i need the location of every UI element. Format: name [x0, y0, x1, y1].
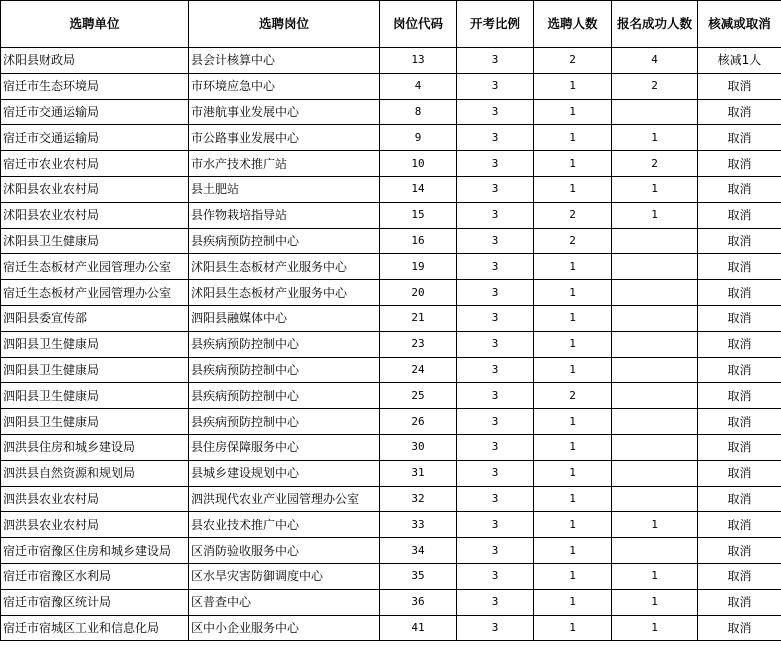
table-row	[1, 589, 781, 615]
header-action: 核减或取消	[698, 1, 781, 48]
cell-applicants	[612, 409, 698, 435]
cell-ratio: 3	[457, 563, 534, 589]
cell-applicants: 1	[612, 512, 698, 538]
cell-position: 县城乡建设规划中心	[189, 460, 380, 486]
cell-code: 4	[380, 73, 457, 99]
cell-ratio: 3	[457, 615, 534, 641]
cell-ratio: 3	[457, 228, 534, 254]
cell-ratio: 3	[457, 409, 534, 435]
cell-applicants: 1	[612, 176, 698, 202]
cell-hires: 1	[534, 486, 612, 512]
header-unit: 选聘单位	[1, 1, 189, 48]
cell-unit: 泗阳县卫生健康局	[1, 383, 189, 409]
cell-unit: 宿迁市宿豫区住房和城乡建设局	[1, 538, 189, 564]
table-row	[1, 434, 781, 460]
cell-hires: 1	[534, 99, 612, 125]
header-ratio: 开考比例	[457, 1, 534, 48]
cell-hires: 1	[534, 305, 612, 331]
cell-applicants	[612, 280, 698, 306]
cell-hires: 2	[534, 48, 612, 74]
cell-ratio: 3	[457, 486, 534, 512]
cell-unit: 沭阳县农业农村局	[1, 176, 189, 202]
cell-applicants	[612, 254, 698, 280]
cell-action: 取消	[698, 409, 781, 435]
cell-action: 取消	[698, 151, 781, 177]
cell-action: 取消	[698, 73, 781, 99]
table-row	[1, 383, 781, 409]
cell-applicants	[612, 99, 698, 125]
cell-ratio: 3	[457, 176, 534, 202]
table-row	[1, 280, 781, 306]
cell-applicants: 1	[612, 202, 698, 228]
table-row	[1, 512, 781, 538]
cell-action: 取消	[698, 357, 781, 383]
cell-applicants	[612, 357, 698, 383]
cell-code: 32	[380, 486, 457, 512]
table-row	[1, 151, 781, 177]
cell-position: 市公路事业发展中心	[189, 125, 380, 151]
cell-hires: 1	[534, 409, 612, 435]
cell-position: 区水旱灾害防御调度中心	[189, 563, 380, 589]
cell-ratio: 3	[457, 512, 534, 538]
cell-position: 市环境应急中心	[189, 73, 380, 99]
table-row	[1, 538, 781, 564]
cell-code: 16	[380, 228, 457, 254]
cell-action: 取消	[698, 589, 781, 615]
cell-unit: 泗阳县卫生健康局	[1, 331, 189, 357]
table-row	[1, 254, 781, 280]
cell-hires: 2	[534, 202, 612, 228]
cell-position: 市港航事业发展中心	[189, 99, 380, 125]
cell-hires: 2	[534, 383, 612, 409]
cell-ratio: 3	[457, 99, 534, 125]
cell-position: 县作物栽培指导站	[189, 202, 380, 228]
cell-action: 取消	[698, 512, 781, 538]
cell-code: 36	[380, 589, 457, 615]
table-row	[1, 125, 781, 151]
cell-unit: 宿迁市农业农村局	[1, 151, 189, 177]
table-row	[1, 460, 781, 486]
table-row	[1, 48, 781, 74]
cell-ratio: 3	[457, 125, 534, 151]
cell-applicants: 1	[612, 589, 698, 615]
cell-position: 县疾病预防控制中心	[189, 409, 380, 435]
cell-code: 15	[380, 202, 457, 228]
cell-action: 取消	[698, 99, 781, 125]
cell-position: 县疾病预防控制中心	[189, 383, 380, 409]
cell-hires: 1	[534, 434, 612, 460]
cell-ratio: 3	[457, 48, 534, 74]
cell-applicants: 1	[612, 125, 698, 151]
cell-ratio: 3	[457, 73, 534, 99]
cell-position: 县农业技术推广中心	[189, 512, 380, 538]
cell-code: 35	[380, 563, 457, 589]
cell-code: 31	[380, 460, 457, 486]
cell-position: 区中小企业服务中心	[189, 615, 380, 641]
cell-unit: 泗洪县农业农村局	[1, 486, 189, 512]
cell-unit: 泗阳县卫生健康局	[1, 357, 189, 383]
cell-unit: 宿迁生态板材产业园管理办公室	[1, 280, 189, 306]
cell-code: 21	[380, 305, 457, 331]
cell-hires: 1	[534, 563, 612, 589]
cell-action: 取消	[698, 434, 781, 460]
cell-action: 取消	[698, 202, 781, 228]
cell-unit: 宿迁市宿豫区水利局	[1, 563, 189, 589]
cell-hires: 1	[534, 331, 612, 357]
cell-hires: 1	[534, 176, 612, 202]
cell-code: 33	[380, 512, 457, 538]
cell-unit: 泗洪县自然资源和规划局	[1, 460, 189, 486]
cell-position: 泗洪现代农业产业园管理办公室	[189, 486, 380, 512]
cell-unit: 泗阳县委宣传部	[1, 305, 189, 331]
cell-unit: 宿迁市生态环境局	[1, 73, 189, 99]
table-row	[1, 305, 781, 331]
cell-action: 取消	[698, 176, 781, 202]
cell-applicants: 2	[612, 73, 698, 99]
cell-applicants	[612, 331, 698, 357]
cell-position: 市水产技术推广站	[189, 151, 380, 177]
cell-ratio: 3	[457, 434, 534, 460]
cell-position: 沭阳县生态板材产业服务中心	[189, 280, 380, 306]
cell-ratio: 3	[457, 254, 534, 280]
cell-action: 取消	[698, 383, 781, 409]
cell-unit: 沭阳县财政局	[1, 48, 189, 74]
cell-ratio: 3	[457, 357, 534, 383]
cell-position: 区普查中心	[189, 589, 380, 615]
header-code: 岗位代码	[380, 1, 457, 48]
cell-applicants: 4	[612, 48, 698, 74]
header-hires: 选聘人数	[534, 1, 612, 48]
table-row	[1, 228, 781, 254]
cell-code: 25	[380, 383, 457, 409]
header-position: 选聘岗位	[189, 1, 380, 48]
cell-hires: 1	[534, 73, 612, 99]
cell-action: 取消	[698, 254, 781, 280]
header-applicants: 报名成功人数	[612, 1, 698, 48]
cell-hires: 1	[534, 460, 612, 486]
cell-ratio: 3	[457, 589, 534, 615]
table-header	[1, 1, 781, 48]
cell-code: 24	[380, 357, 457, 383]
cell-code: 8	[380, 99, 457, 125]
cell-position: 县疾病预防控制中心	[189, 357, 380, 383]
cell-code: 19	[380, 254, 457, 280]
cell-applicants: 1	[612, 615, 698, 641]
cell-code: 26	[380, 409, 457, 435]
cell-ratio: 3	[457, 538, 534, 564]
cell-code: 10	[380, 151, 457, 177]
cell-ratio: 3	[457, 383, 534, 409]
cell-unit: 沭阳县卫生健康局	[1, 228, 189, 254]
table-row	[1, 176, 781, 202]
cell-position: 县疾病预防控制中心	[189, 331, 380, 357]
cell-action: 取消	[698, 280, 781, 306]
table-body	[1, 48, 781, 641]
cell-action: 取消	[698, 331, 781, 357]
cell-code: 13	[380, 48, 457, 74]
cell-action: 取消	[698, 125, 781, 151]
table-row	[1, 357, 781, 383]
cell-ratio: 3	[457, 151, 534, 177]
cell-action: 取消	[698, 486, 781, 512]
cell-hires: 1	[534, 254, 612, 280]
cell-action: 核减1人	[698, 48, 781, 74]
cell-hires: 1	[534, 125, 612, 151]
cell-applicants	[612, 228, 698, 254]
table-row	[1, 615, 781, 641]
cell-unit: 宿迁市宿城区工业和信息化局	[1, 615, 189, 641]
cell-code: 41	[380, 615, 457, 641]
cell-position: 县住房保障服务中心	[189, 434, 380, 460]
cell-unit: 宿迁市交通运输局	[1, 99, 189, 125]
table-row	[1, 486, 781, 512]
cell-unit: 宿迁市宿豫区统计局	[1, 589, 189, 615]
cell-unit: 泗洪县农业农村局	[1, 512, 189, 538]
cell-code: 30	[380, 434, 457, 460]
cell-unit: 宿迁市交通运输局	[1, 125, 189, 151]
cell-applicants: 1	[612, 563, 698, 589]
cell-position: 县会计核算中心	[189, 48, 380, 74]
cell-ratio: 3	[457, 305, 534, 331]
cell-applicants	[612, 434, 698, 460]
cell-unit: 宿迁生态板材产业园管理办公室	[1, 254, 189, 280]
cell-action: 取消	[698, 460, 781, 486]
cell-hires: 1	[534, 589, 612, 615]
cell-unit: 泗阳县卫生健康局	[1, 409, 189, 435]
cell-hires: 1	[534, 280, 612, 306]
cell-ratio: 3	[457, 280, 534, 306]
table-row	[1, 563, 781, 589]
cell-action: 取消	[698, 538, 781, 564]
table-row	[1, 99, 781, 125]
cell-position: 县疾病预防控制中心	[189, 228, 380, 254]
cell-code: 9	[380, 125, 457, 151]
cell-applicants	[612, 538, 698, 564]
cell-applicants: 2	[612, 151, 698, 177]
table-row	[1, 409, 781, 435]
cell-hires: 1	[534, 151, 612, 177]
cell-applicants	[612, 486, 698, 512]
cell-ratio: 3	[457, 331, 534, 357]
table-row	[1, 202, 781, 228]
cell-unit: 泗洪县住房和城乡建设局	[1, 434, 189, 460]
cell-position: 泗阳县融媒体中心	[189, 305, 380, 331]
cell-ratio: 3	[457, 460, 534, 486]
cell-position: 区消防验收服务中心	[189, 538, 380, 564]
cell-code: 14	[380, 176, 457, 202]
cell-hires: 2	[534, 228, 612, 254]
cell-action: 取消	[698, 228, 781, 254]
cell-ratio: 3	[457, 202, 534, 228]
cell-position: 沭阳县生态板材产业服务中心	[189, 254, 380, 280]
cell-applicants	[612, 383, 698, 409]
cell-action: 取消	[698, 615, 781, 641]
cell-action: 取消	[698, 305, 781, 331]
cell-hires: 1	[534, 512, 612, 538]
cell-code: 34	[380, 538, 457, 564]
cell-unit: 沭阳县农业农村局	[1, 202, 189, 228]
cell-applicants	[612, 460, 698, 486]
table-row	[1, 73, 781, 99]
cell-code: 23	[380, 331, 457, 357]
cell-action: 取消	[698, 563, 781, 589]
table-row	[1, 331, 781, 357]
cell-hires: 1	[534, 538, 612, 564]
cell-hires: 1	[534, 357, 612, 383]
cell-hires: 1	[534, 615, 612, 641]
cell-position: 县土肥站	[189, 176, 380, 202]
cell-applicants	[612, 305, 698, 331]
cell-code: 20	[380, 280, 457, 306]
